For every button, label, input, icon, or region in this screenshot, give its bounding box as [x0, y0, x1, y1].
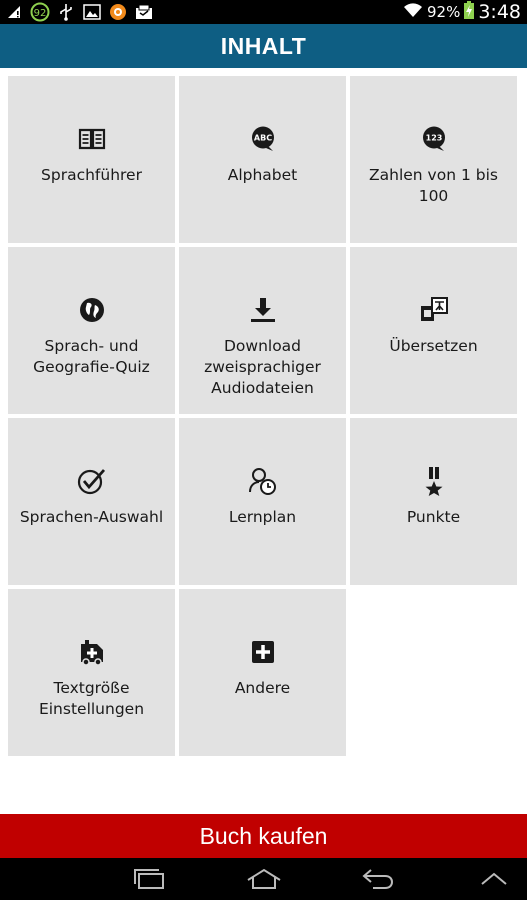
menu-item-label: Übersetzen	[389, 337, 478, 355]
menu-item-uebersetzen[interactable]	[350, 247, 517, 414]
firefox-icon	[108, 2, 128, 22]
usb-icon	[56, 2, 76, 22]
clock-time: 3:48	[478, 1, 521, 23]
plus-box-icon	[179, 637, 346, 667]
menu-item-label: Alphabet	[227, 166, 298, 184]
menu-item-download-audio[interactable]	[179, 247, 346, 414]
menu-item-alphabet[interactable]	[179, 76, 346, 243]
abc-bubble-icon	[179, 124, 346, 154]
menu-item-andere[interactable]	[179, 589, 346, 756]
svg-text:ABC: ABC	[253, 133, 272, 143]
image-icon	[82, 2, 102, 22]
menu-item-sprachfuehrer[interactable]	[8, 76, 175, 243]
123-bubble-icon	[350, 124, 517, 154]
translate-icon	[350, 295, 517, 325]
clock-badge-icon	[30, 2, 50, 22]
menu-item-quiz[interactable]	[8, 247, 175, 414]
menu-item-label: Textgröße Einstellungen	[38, 679, 145, 718]
page-title: INHALT	[0, 24, 527, 68]
menu-item-punkte[interactable]	[350, 418, 517, 585]
battery-percent: 92%	[426, 3, 461, 21]
text-size-icon	[8, 637, 175, 667]
menu-item-lernplan[interactable]	[179, 418, 346, 585]
menu-item-label: Zahlen von 1 bis 100	[369, 166, 498, 205]
menu-item-label: Andere	[234, 679, 291, 697]
menu-item-label: Sprachführer	[41, 166, 142, 184]
battery-charging-icon	[464, 1, 474, 23]
status-bar	[0, 0, 527, 24]
menu-item-textgroesse[interactable]	[8, 589, 175, 756]
notification-badge-text: 92	[33, 8, 47, 19]
menu-item-label: Sprachen-Auswahl	[19, 508, 164, 526]
checkmark-icon	[8, 466, 175, 496]
recent-apps-icon[interactable]	[130, 866, 170, 892]
wifi-icon	[403, 2, 423, 22]
menu-item-label: Download zweisprachiger Audiodateien	[204, 337, 321, 397]
home-icon[interactable]	[244, 866, 284, 892]
study-clock-icon	[179, 466, 346, 496]
menu-item-zahlen[interactable]	[350, 76, 517, 243]
menu-item-label: Punkte	[406, 508, 461, 526]
book-icon	[8, 124, 175, 154]
navigation-bar	[0, 858, 527, 900]
medal-icon	[350, 466, 517, 496]
svg-text:123: 123	[425, 133, 442, 143]
back-icon[interactable]	[358, 866, 398, 892]
menu-item-sprachen-auswahl[interactable]	[8, 418, 175, 585]
inbox-icon	[134, 2, 154, 22]
globe-icon	[8, 295, 175, 325]
buy-book-button[interactable]: Buch kaufen	[0, 814, 527, 858]
download-icon	[179, 295, 346, 325]
collapse-icon[interactable]	[474, 866, 514, 892]
alert-icon	[4, 2, 24, 22]
menu-item-label: Lernplan	[228, 508, 297, 526]
menu-item-label: Sprach- und Geografie-Quiz	[33, 337, 150, 376]
